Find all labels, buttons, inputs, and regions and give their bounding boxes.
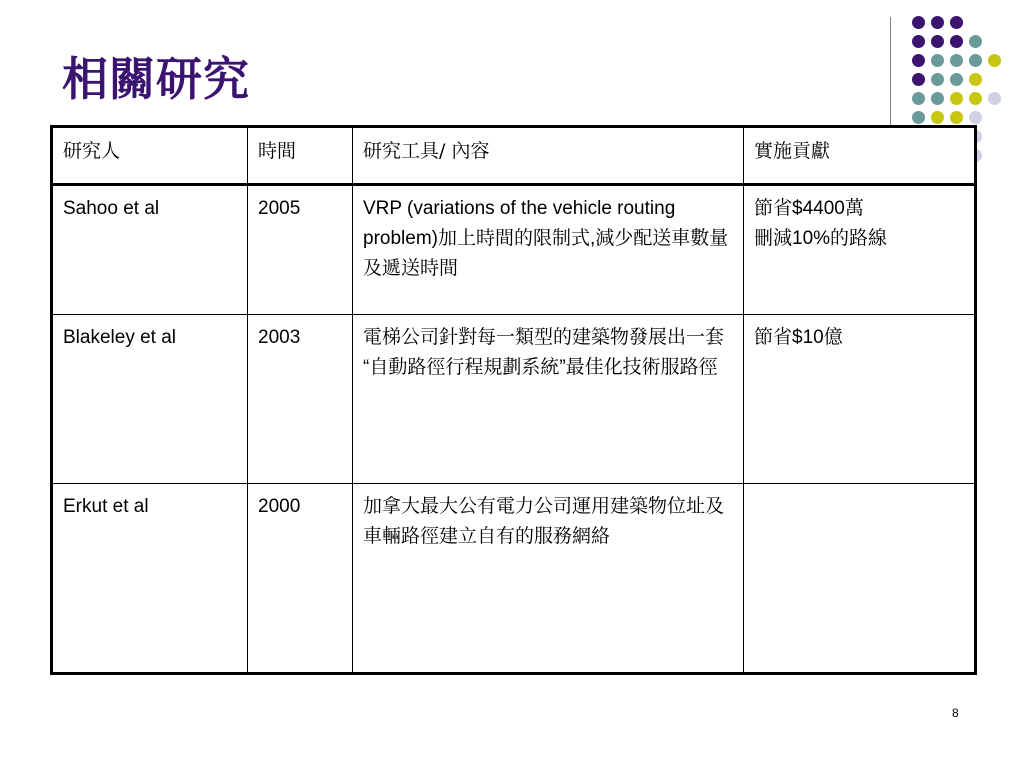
- page-number: 8: [952, 706, 959, 720]
- decor-dot: [988, 92, 1001, 105]
- decor-dot: [931, 16, 944, 29]
- decor-dot: [969, 73, 982, 86]
- table-row: [52, 484, 976, 674]
- cell-year: 2000: [248, 484, 353, 674]
- cell-researcher: Sahoo et al: [52, 185, 248, 315]
- decor-dot: [950, 16, 963, 29]
- header-researcher: 研究人: [52, 127, 248, 185]
- slide-title: 相關研究: [62, 52, 250, 106]
- decor-dot: [931, 73, 944, 86]
- decor-dot: [912, 54, 925, 67]
- decor-dot: [950, 92, 963, 105]
- decor-dot: [950, 54, 963, 67]
- decor-dot: [969, 111, 982, 124]
- decor-dot: [912, 35, 925, 48]
- cell-contribution: [744, 484, 976, 674]
- decor-dot: [931, 92, 944, 105]
- research-table: [50, 125, 977, 675]
- cell-year: 2005: [248, 185, 353, 315]
- cell-year: 2003: [248, 315, 353, 484]
- cell-content: 加拿大最大公有電力公司運用建築物位址及車輛路徑建立自有的服務網絡: [353, 484, 744, 674]
- decor-dot: [912, 92, 925, 105]
- header-contribution: 實施貢獻: [744, 127, 976, 185]
- decor-dot: [931, 111, 944, 124]
- cell-contribution: [744, 185, 976, 315]
- cell-researcher: Blakeley et al: [52, 315, 248, 484]
- contribution-line: 節省$4400萬: [754, 198, 864, 219]
- contribution-line: 刪減10%的路線: [754, 228, 888, 249]
- contribution-line: 節省$10億: [754, 327, 843, 348]
- table-row: [52, 315, 976, 484]
- decor-dot: [912, 16, 925, 29]
- decor-dot: [931, 35, 944, 48]
- decor-dot: [950, 111, 963, 124]
- header-year: 時間: [248, 127, 353, 185]
- decor-dot: [969, 35, 982, 48]
- cell-content: 電梯公司針對每一類型的建築物發展出一套 “自動路徑行程規劃系統”最佳化技術服路徑: [353, 315, 744, 484]
- table-header-row: [52, 127, 976, 185]
- decor-dot: [931, 54, 944, 67]
- decor-dot: [912, 73, 925, 86]
- header-content: 研究工具/ 內容: [353, 127, 744, 185]
- decor-dot: [912, 111, 925, 124]
- cell-contribution: [744, 315, 976, 484]
- decor-dot: [969, 92, 982, 105]
- cell-researcher: Erkut et al: [52, 484, 248, 674]
- cell-content: VRP (variations of the vehicle routing problem)加上時間的限制式,減少配送車數量及遞送時間: [353, 185, 744, 315]
- table-row: [52, 185, 976, 315]
- decor-dot: [950, 35, 963, 48]
- decor-dot: [988, 54, 1001, 67]
- decor-dot: [950, 73, 963, 86]
- decor-dot: [969, 54, 982, 67]
